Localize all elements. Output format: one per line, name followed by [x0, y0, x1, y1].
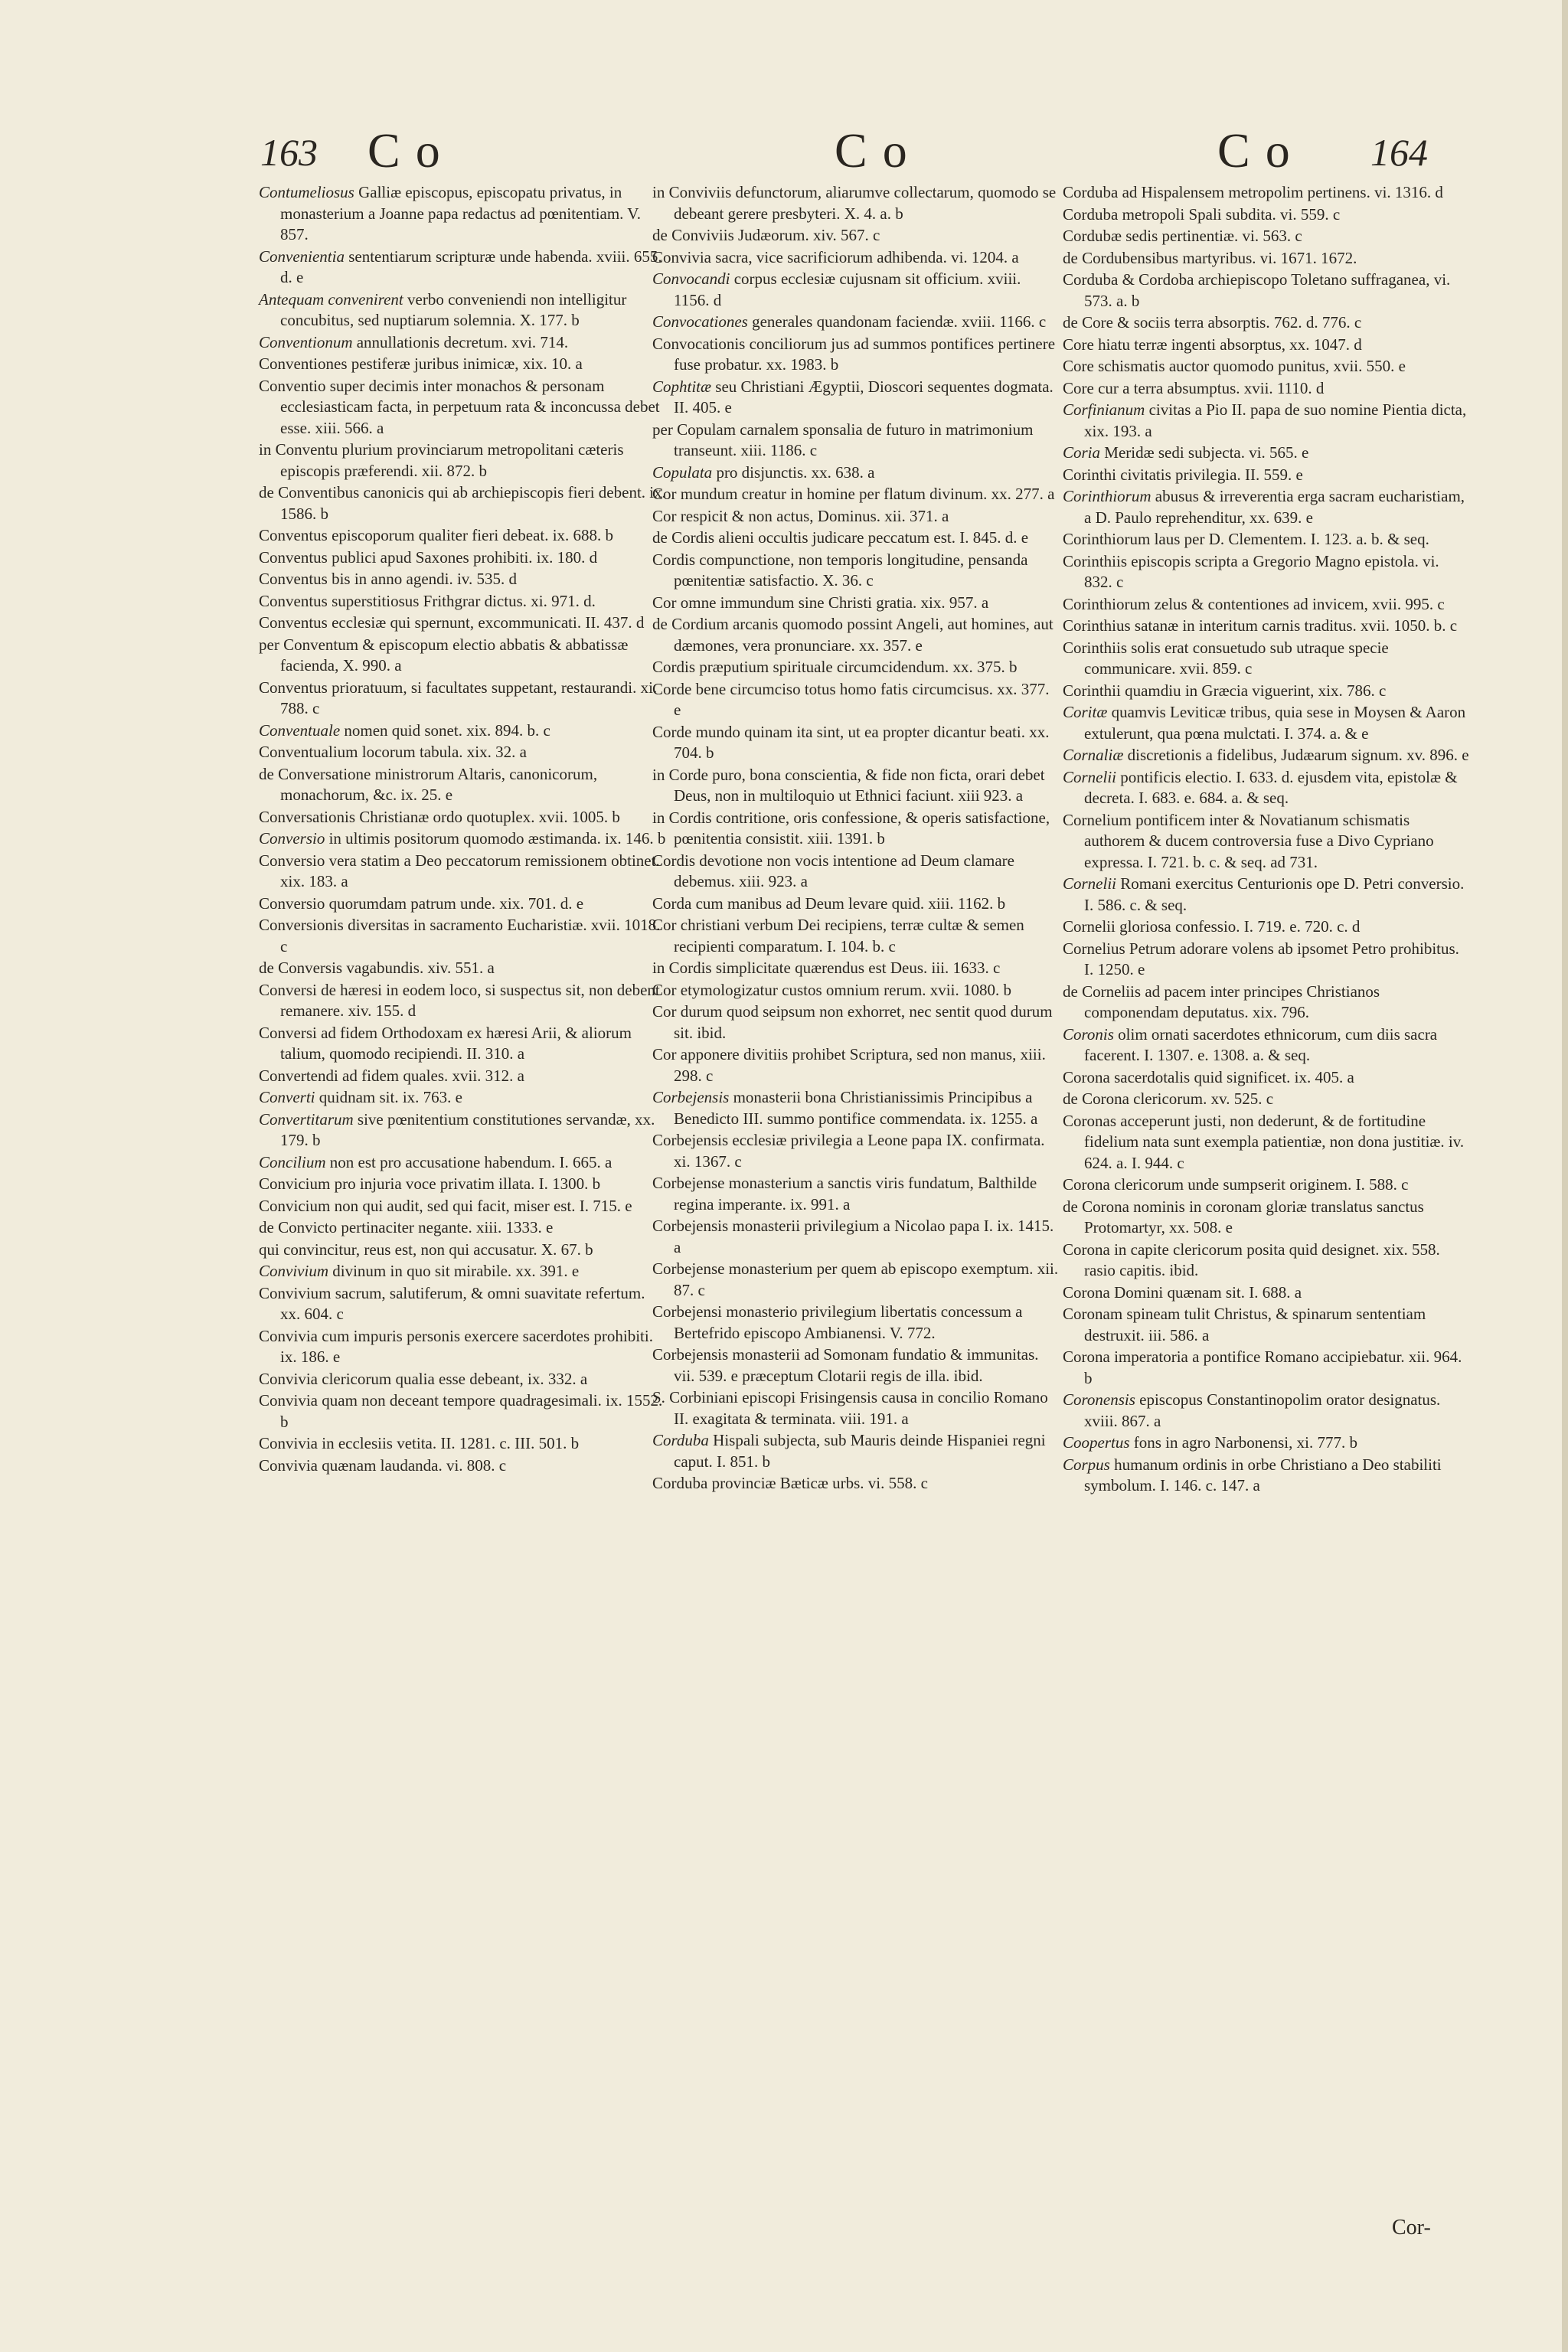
index-entry: [1063, 1089, 1470, 1110]
entry-text: Corbejensis monasterii privilegium a Nicolao papa I. ix. 1415. a: [652, 1217, 1054, 1256]
entry-text: Corduba & Cordoba archiepiscopo Toletano suffraganea, vi. 573. a. b: [1063, 270, 1451, 310]
index-entry: [259, 764, 666, 806]
index-entry: [259, 893, 666, 915]
index-entry: [1063, 982, 1470, 1024]
entry-text: de Conversatione ministrorum Altaris, canonicorum, monachorum, &c. ix. 25. e: [259, 764, 598, 804]
index-entry: [652, 1087, 1060, 1129]
index-entry: [652, 377, 1060, 419]
index-entry: [1063, 594, 1470, 616]
entry-text: Corbejensis monasterii ad Somonam fundatio & immunitas. vii. 539. e præceptum Clotarii regis de illa. ibid.: [652, 1345, 1039, 1385]
index-entry: [1063, 182, 1470, 204]
entry-text: Convivium sacrum, salutiferum, & omni suavitate refertum. xx. 604. c: [259, 1283, 645, 1323]
entry-text: Cornelium pontificem inter & Novatianum schismatis authorem & ducem controversia fuse a Divo Cypriano expressa. I. 721. b. c. & seq. ad 731.: [1063, 810, 1434, 871]
entry-text: Corinthiis episcopis scripta a Gregorio Magno epistola. vi. 832. c: [1063, 551, 1439, 591]
entry-text: Conventus ecclesiæ qui spernunt, excommunicati. II. 437. d: [259, 613, 645, 632]
index-entry: [259, 1390, 666, 1432]
index-entry: [1063, 1067, 1470, 1089]
entry-text: Corona Domini quænam sit. I. 688. a: [1063, 1282, 1302, 1302]
entry-text: annullationis decretum. xvi. 714.: [356, 332, 569, 351]
index-column-middle: [652, 182, 1060, 1495]
index-entry: [259, 1109, 666, 1152]
entry-lemma: Convocationes: [652, 312, 748, 331]
index-entry: [1063, 745, 1470, 766]
entry-text: de Conventibus canonicis qui ab archiepiscopis fieri debent. ix. 1586. b: [259, 483, 666, 523]
entry-text: olim ornati sacerdotes ethnicorum, cum diis sacra facerent. I. 1307. e. 1308. a. & seq.: [1084, 1024, 1438, 1064]
left-running-head: Co: [368, 123, 456, 178]
entry-text: per Copulam carnalem sponsalia de futuro in matrimonium transeunt. xiii. 1186. c: [652, 420, 1034, 459]
index-entry: [652, 312, 1060, 333]
entry-text: Conventus publici apud Saxones prohibiti. ix. 180. d: [259, 547, 598, 567]
entry-text: Coronas acceperunt justi, non dederunt, & de fortitudine fidelium nata sunt exempla patientiæ, non dona justitiæ. iv. 624. a. I. 944. c: [1063, 1111, 1465, 1172]
entry-text: Corduba ad Hispalensem metropolim pertinens. vi. 1316. d: [1063, 183, 1443, 201]
entry-text: Cor omne immundum sine Christi gratia. xix. 957. a: [652, 593, 989, 612]
entry-text: Corinthii quamdiu in Græcia viguerint, xix. 786. c: [1063, 681, 1387, 700]
entry-text: Corbejensis ecclesiæ privilegia a Leone papa IX. confirmata. xi. 1367. c: [652, 1131, 1045, 1171]
entry-text: de Corneliis ad pacem inter principes Christianos componendam deputatus. xix. 796.: [1063, 982, 1380, 1021]
index-entry: [259, 1196, 666, 1217]
entry-text: Corinthius satanæ in interitum carnis traditus. xvii. 1050. b. c: [1063, 616, 1458, 635]
index-entry: [1063, 551, 1470, 593]
entry-text: Cordis compunctione, non temporis longitudine, pensanda pœnitentiæ satisfactio. X. 36. c: [652, 550, 1028, 590]
entry-text: qui convincitur, reus est, non qui accusatur. X. 67. b: [259, 1240, 593, 1259]
entry-text: Corona clericorum unde sumpserit originem. I. 588. c: [1063, 1175, 1409, 1194]
index-entry: [652, 1302, 1060, 1344]
entry-text: Corinthiis solis erat consuetudo sub utraque specie communicare. xvii. 859. c: [1063, 638, 1389, 678]
right-page-number: 164: [1370, 131, 1428, 174]
index-entry: [652, 247, 1060, 269]
index-entry: [652, 980, 1060, 1001]
entry-text: de Cordis alieni occultis judicare peccatum est. I. 845. d. e: [652, 528, 1029, 547]
index-entry: [259, 1240, 666, 1261]
index-entry: [259, 525, 666, 547]
entry-text: Coronam spineam tulit Christus, & spinarum sententiam destruxit. iii. 586. a: [1063, 1305, 1426, 1344]
index-entry: [652, 657, 1060, 678]
entry-text: Corona sacerdotalis quid significet. ix. 405. a: [1063, 1067, 1354, 1086]
page-edge: [1562, 0, 1568, 2352]
index-entry: [1063, 1111, 1470, 1174]
index-entry: [1063, 486, 1470, 528]
entry-text: Convivia sacra, vice sacrificiorum adhibenda. vi. 1204. a: [652, 247, 1019, 266]
index-entry: [652, 269, 1060, 311]
index-entry: [259, 1455, 666, 1477]
entry-text: in Conviviis defunctorum, aliarumve collectarum, quomodo se debeant gerere presbyteri. X. 4. a. b: [652, 183, 1057, 223]
index-entry: [1063, 1197, 1470, 1239]
entry-text: de Convicto pertinaciter negante. xiii. 1333. e: [259, 1218, 554, 1236]
entry-lemma: Corfinianum: [1063, 400, 1145, 419]
entry-text: de Core & sociis terra absorptis. 762. d. 776. c: [1063, 313, 1362, 332]
index-entry: [259, 678, 666, 720]
index-entry: [652, 679, 1060, 721]
index-entry: [652, 1001, 1060, 1044]
index-entry: [652, 1430, 1060, 1472]
index-column-left: [259, 182, 666, 1477]
index-entry: [1063, 1390, 1470, 1432]
entry-text: Convertendi ad fidem quales. xvii. 312. a: [259, 1066, 525, 1085]
index-entry: [259, 591, 666, 612]
index-entry: [1063, 939, 1470, 981]
index-entry: [259, 1283, 666, 1325]
entry-text: Cor apponere divitiis prohibet Scriptura, sed non manus, xiii. 298. c: [652, 1045, 1046, 1085]
entry-text: corpus ecclesiæ cujusnam sit officium. xviii. 1156. d: [674, 270, 1021, 309]
entry-text: in Cordis contritione, oris confessione, & operis satisfactione, pœnitentia consistit. xiii. 1391. b: [652, 808, 1050, 848]
entry-text: Conventus episcoporum qualiter fieri debeat. ix. 688. b: [259, 526, 614, 544]
entry-lemma: Cornelii: [1063, 767, 1117, 786]
entry-text: non est pro accusatione habendum. I. 665. a: [329, 1152, 612, 1171]
entry-text: Convivia cum impuris personis exercere sacerdotes prohibiti. ix. 186. e: [259, 1326, 653, 1366]
entry-lemma: Contumeliosus: [259, 183, 354, 201]
index-entry: [652, 722, 1060, 764]
entry-text: Cor mundum creatur in homine per flatum divinum. xx. 277. a: [652, 485, 1055, 503]
entry-lemma: Conventionum: [259, 332, 353, 351]
entry-text: Convicium pro injuria voce privatim illata. I. 1300. b: [259, 1174, 601, 1193]
entry-text: Conventiones pestiferæ juribus inimicæ, xix. 10. a: [259, 354, 583, 373]
index-column-right: [1063, 182, 1470, 1498]
index-entry: [1063, 616, 1470, 637]
entry-lemma: Convivium: [259, 1262, 328, 1280]
index-entry: [652, 893, 1060, 915]
index-entry: [652, 851, 1060, 893]
index-entry: [259, 247, 666, 289]
entry-text: divinum in quo sit mirabile. xx. 391. e: [332, 1262, 580, 1280]
index-entry: [652, 334, 1060, 376]
index-entry: [259, 354, 666, 375]
entry-text: Corona in capite clericorum posita quid designet. xix. 558. rasio capitis. ibid.: [1063, 1240, 1440, 1279]
index-entry: [259, 332, 666, 354]
index-entry: [259, 1261, 666, 1282]
entry-text: Cornelius Petrum adorare volens ab ipsomet Petro prohibitus. I. 1250. e: [1063, 939, 1459, 978]
index-entry: [1063, 874, 1470, 916]
index-entry: [1063, 529, 1470, 550]
entry-text: nomen quid sonet. xix. 894. b. c: [344, 720, 550, 740]
entry-text: in Corde puro, bona conscientia, & fide non ficta, orari debet Deus, non in multiloquio ut Ethnici faciunt. xiii 923. a: [652, 765, 1045, 805]
index-entry: [652, 484, 1060, 505]
entry-lemma: Corduba: [652, 1431, 709, 1449]
index-entry: [652, 506, 1060, 528]
index-entry: [259, 182, 666, 246]
entry-text: de Corona nominis in coronam gloriæ translatus sanctus Protomartyr, xx. 508. e: [1063, 1197, 1424, 1236]
index-entry: [1063, 335, 1470, 356]
index-entry: [1063, 465, 1470, 486]
index-entry: [259, 720, 666, 742]
entry-text: Cor etymologizatur custos omnium rerum. xvii. 1080. b: [652, 980, 1011, 999]
index-entry: [259, 980, 666, 1022]
running-header: [260, 115, 1455, 176]
index-entry: [1063, 1432, 1470, 1454]
index-entry: [259, 851, 666, 893]
index-entry: [1063, 270, 1470, 312]
entry-text: pontificis electio. I. 633. d. ejusdem vita, epistolæ & decreta. I. 683. e. 684. a. & seq.: [1084, 767, 1458, 807]
entry-lemma: Corinthiorum: [1063, 487, 1152, 505]
entry-text: in Conventu plurium provinciarum metropolitani cæteris episcopis præferendi. xii. 872. b: [259, 440, 624, 480]
right-running-head: Co: [1217, 123, 1305, 178]
index-entry: [652, 1130, 1060, 1172]
index-entry: [1063, 681, 1470, 702]
index-entry: [259, 547, 666, 569]
index-entry: [652, 1216, 1060, 1258]
entry-text: in ultimis positorum quomodo æstimanda. ix. 146. b: [328, 829, 666, 848]
left-page-number: 163: [260, 131, 318, 174]
index-entry: [1063, 378, 1470, 400]
entry-lemma: Convertitarum: [259, 1109, 354, 1129]
entry-text: fons in agro Narbonensi, xi. 777. b: [1133, 1433, 1357, 1452]
entry-text: Corduba metropoli Spali subdita. vi. 559. c: [1063, 204, 1341, 224]
index-entry: [1063, 1304, 1470, 1346]
entry-text: Cor durum quod seipsum non exhorret, nec sentit quod durum sit. ibid.: [652, 1002, 1053, 1042]
index-entry: [259, 1087, 666, 1109]
index-entry: [1063, 638, 1470, 680]
entry-lemma: Coopertus: [1063, 1433, 1130, 1452]
entry-lemma: Copulata: [652, 462, 713, 482]
catchword: Cor-: [1392, 2216, 1431, 2239]
entry-text: de Conversis vagabundis. xiv. 551. a: [259, 959, 495, 977]
index-entry: [652, 765, 1060, 807]
entry-text: pro disjunctis. xx. 638. a: [716, 462, 875, 482]
index-entry: [259, 807, 666, 828]
entry-lemma: Coronis: [1063, 1024, 1114, 1044]
index-entry: [1063, 400, 1470, 442]
entry-text: Conventualium locorum tabula. xix. 32. a: [259, 743, 527, 761]
index-entry: [652, 808, 1060, 850]
entry-text: Corbejense monasterium per quem ab episcopo exemptum. xii. 87. c: [652, 1259, 1059, 1299]
entry-text: Corde bene circumciso totus homo fatis circumcisus. xx. 377. e: [652, 679, 1050, 719]
entry-lemma: Conventuale: [259, 720, 341, 740]
entry-text: generales quandonam faciendæ. xviii. 1166. c: [752, 312, 1047, 331]
entry-text: Corinthi civitatis privilegia. II. 559. e: [1063, 465, 1303, 484]
index-entry: [652, 462, 1060, 484]
entry-text: discretionis a fidelibus, Judæarum signum. xv. 896. e: [1127, 746, 1469, 764]
index-entry: [652, 420, 1060, 462]
entry-text: Convivia clericorum qualia esse debeant, ix. 332. a: [259, 1369, 588, 1388]
entry-text: Cordis præputium spirituale circumcidendum. xx. 375. b: [652, 658, 1018, 676]
entry-text: Conversionis diversitas in sacramento Eucharistiæ. xvii. 1018. c: [259, 916, 661, 956]
entry-lemma: Converti: [259, 1088, 315, 1106]
index-entry: [259, 828, 666, 850]
entry-text: Corbejense monasterium a sanctis viris fundatum, Balthilde regina imperante. ix. 991. a: [652, 1174, 1037, 1214]
index-entry: [652, 550, 1060, 592]
entry-text: episcopus Constantinopolim orator designatus. xviii. 867. a: [1084, 1390, 1441, 1430]
entry-text: S. Corbiniani episcopi Frisingensis causa in concilio Romano II. exagitata & terminata. viii. 191. a: [652, 1388, 1048, 1428]
entry-text: monasterii bona Christianissimis Principibus a Benedicto III. summo pontifice commendata. ix. 1255. a: [674, 1088, 1038, 1128]
entry-lemma: Coronensis: [1063, 1390, 1135, 1409]
entry-text: Conversio vera statim a Deo peccatorum remissionem obtinet. xix. 183. a: [259, 851, 660, 890]
index-entry: [652, 915, 1060, 957]
index-entry: [259, 1369, 666, 1390]
index-entry: [259, 742, 666, 763]
entry-text: Corona imperatoria a pontifice Romano accipiebatur. xii. 964. b: [1063, 1348, 1462, 1387]
index-entry: [1063, 443, 1470, 464]
index-entry: [652, 958, 1060, 979]
entry-lemma: Coria: [1063, 443, 1101, 462]
index-entry: [1063, 1174, 1470, 1196]
index-entry: [259, 958, 666, 979]
entry-text: humanum ordinis in orbe Christiano a Deo stabiliti symbolum. I. 146. c. 147. a: [1084, 1455, 1442, 1494]
entry-text: Conventus bis in anno agendi. iv. 535. d: [259, 570, 517, 588]
index-entry: [259, 635, 666, 677]
entry-text: Corda cum manibus ad Deum levare quid. xiii. 1162. b: [652, 893, 1006, 913]
index-entry: [259, 289, 666, 332]
index-entry: [1063, 226, 1470, 247]
entry-text: Conversationis Christianæ ordo quotuplex. xvii. 1005. b: [259, 807, 620, 826]
index-entry: [259, 439, 666, 482]
entry-text: per Conventum & episcopum electio abbatis & abbatissæ facienda, X. 990. a: [259, 635, 629, 675]
entry-text: Corduba provinciæ Bæticæ urbs. vi. 558. c: [652, 1474, 928, 1492]
entry-text: Conventio super decimis inter monachos & personam ecclesiasticam facta, in perpetuum rata & inconcussa debet esse. xiii. 566. a: [259, 376, 660, 437]
entry-text: Galliæ episcopus, episcopatu privatus, in monasterium a Joanne papa redactus ad pœnitentiam. V. 857.: [280, 183, 642, 243]
entry-text: Romani exercitus Centurionis ope D. Petri conversio. I. 586. c. & seq.: [1084, 874, 1465, 914]
entry-text: quidnam sit. ix. 763. e: [318, 1088, 462, 1106]
entry-text: de Corona clericorum. xv. 525. c: [1063, 1089, 1274, 1108]
index-entry: [1063, 1455, 1470, 1497]
index-entry: [259, 1023, 666, 1065]
entry-text: Cor christiani verbum Dei recipiens, terræ cultæ & semen recipienti comparatum. I. 104. b. c: [652, 916, 1024, 956]
entry-text: Corinthiorum zelus & contentiones ad invicem, xvii. 995. c: [1063, 594, 1445, 613]
entry-text: Conventus prioratuum, si facultates suppetant, restaurandi. xi. 788. c: [259, 678, 658, 717]
entry-text: Cor respicit & non actus, Dominus. xii. 371. a: [652, 506, 949, 525]
index-entry: [259, 376, 666, 439]
index-entry: [1063, 204, 1470, 226]
index-entry: [1063, 312, 1470, 334]
entry-text: Cordis devotione non vocis intentione ad Deum clamare debemus. xiii. 923. a: [652, 851, 1014, 890]
index-entry: [652, 1259, 1060, 1301]
index-entry: [1063, 1240, 1470, 1282]
index-entry: [1063, 702, 1470, 744]
entry-text: Conversi ad fidem Orthodoxam ex hæresi Arii, & aliorum talium, quomodo recipiendi. II. 310. a: [259, 1023, 632, 1063]
entry-text: Convocationis conciliorum jus ad summos pontifices pertinere fuse probatur. xx. 1983. b: [652, 334, 1056, 374]
index-entry: [259, 1152, 666, 1174]
entry-lemma: Conversio: [259, 829, 325, 848]
index-entry: [652, 528, 1060, 549]
entry-text: Conversio quorumdam patrum unde. xix. 701. d. e: [259, 893, 584, 913]
index-entry: [259, 1066, 666, 1087]
index-entry: [259, 1433, 666, 1455]
index-entry: [652, 1473, 1060, 1494]
entry-text: Core cur a terra absumptus. xvii. 1110. d: [1063, 378, 1325, 397]
index-entry: [259, 1326, 666, 1368]
entry-text: Convivia in ecclesiis vetita. II. 1281. c. III. 501. b: [259, 1434, 580, 1452]
entry-text: Cordubæ sedis pertinentiæ. vi. 563. c: [1063, 227, 1302, 245]
entry-text: Corinthiorum laus per D. Clementem. I. 123. a. b. & seq.: [1063, 530, 1429, 548]
entry-text: Core hiatu terræ ingenti absorptus, xx. 1047. d: [1063, 335, 1362, 354]
entry-lemma: Corbejensis: [652, 1088, 730, 1106]
entry-text: Core schismatis auctor quomodo punitus, xvii. 550. e: [1063, 357, 1406, 375]
index-entry: [259, 612, 666, 634]
index-entry: [652, 593, 1060, 614]
index-entry: [652, 1344, 1060, 1387]
entry-text: sive pœnitentium constitutiones servandæ, xx. 179. b: [280, 1109, 655, 1149]
entry-text: de Cordium arcanis quomodo possint Angeli, aut homines, aut dæmones, vera pronunciare. xx. 357. e: [652, 615, 1054, 655]
index-entry: [1063, 1347, 1470, 1389]
entry-text: sententiarum scripturæ unde habenda. xviii. 655. d. e: [280, 247, 662, 286]
entry-lemma: Cornelii: [1063, 874, 1117, 893]
entry-lemma: Cophtitæ: [652, 377, 712, 396]
index-entry: [1063, 916, 1470, 938]
index-entry: [652, 1044, 1060, 1086]
index-entry: [1063, 1282, 1470, 1304]
entry-lemma: Antequam convenirent: [259, 289, 403, 309]
index-entry: [652, 182, 1060, 224]
entry-text: Corbejensi monasterio privilegium libertatis concessum a Bertefrido episcopo Ambianensi. V. 772.: [652, 1302, 1023, 1342]
index-entry: [1063, 810, 1470, 874]
index-entry: [1063, 1024, 1470, 1067]
index-entry: [1063, 356, 1470, 377]
entry-text: Meridæ sedi subjecta. vi. 565. e: [1104, 443, 1309, 462]
entry-text: seu Christiani Ægyptii, Dioscori sequentes dogmata. II. 405. e: [674, 377, 1054, 416]
entry-lemma: Convocandi: [652, 270, 730, 288]
index-entry: [652, 614, 1060, 656]
entry-text: Convivia quænam laudanda. vi. 808. c: [259, 1455, 507, 1475]
index-entry: [259, 915, 666, 957]
index-entry: [259, 569, 666, 590]
entry-lemma: Convenientia: [259, 247, 345, 266]
entry-lemma: Corpus: [1063, 1455, 1110, 1474]
index-entry: [1063, 248, 1470, 270]
entry-text: de Cordubensibus martyribus. vi. 1671. 1672.: [1063, 248, 1357, 267]
entry-lemma: Coritæ: [1063, 703, 1108, 721]
index-entry: [652, 1173, 1060, 1215]
entry-text: Convicium non qui audit, sed qui facit, miser est. I. 715. e: [259, 1196, 632, 1215]
entry-text: in Cordis simplicitate quærendus est Deus. iii. 1633. c: [652, 959, 1001, 977]
center-running-head: Co: [835, 123, 923, 178]
index-entry: [259, 1174, 666, 1195]
index-entry: [652, 225, 1060, 247]
entry-lemma: Cornaliæ: [1063, 746, 1124, 764]
entry-text: de Conviviis Judæorum. xiv. 567. c: [652, 226, 880, 244]
entry-text: verbo conveniendi non intelligitur concubitus, sed nuptiarum solemnia. X. 177. b: [280, 289, 627, 329]
entry-text: abusus & irreverentia erga sacram eucharistiam, a D. Paulo reprehenditur, xx. 639. e: [1084, 487, 1465, 527]
entry-lemma: Concilium: [259, 1152, 326, 1171]
index-entry: [652, 1387, 1060, 1429]
entry-text: civitas a Pio II. papa de suo nomine Pientia dicta, xix. 193. a: [1084, 400, 1467, 440]
entry-text: Conventus superstitiosus Frithgrar dictus. xi. 971. d.: [259, 591, 596, 610]
entry-text: Cornelii gloriosa confessio. I. 719. e. 720. c. d: [1063, 917, 1361, 936]
entry-text: Hispali subjecta, sub Mauris deinde Hispaniei regni caput. I. 851. b: [674, 1431, 1046, 1471]
entry-text: quamvis Leviticæ tribus, quia sese in Moysen & Aaron extulerunt, qua pœna mulctati. I. 374. a. & e: [1084, 703, 1466, 743]
index-entry: [1063, 767, 1470, 809]
index-entry: [259, 1217, 666, 1239]
entry-text: Conversi de hæresi in eodem loco, si suspectus sit, non debent remanere. xiv. 155. d: [259, 980, 660, 1020]
entry-text: Corde mundo quinam ita sint, ut ea propter dicantur beati. xx. 704. b: [652, 722, 1050, 762]
entry-text: Convivia quam non deceant tempore quadragesimali. ix. 1552. b: [259, 1391, 663, 1431]
index-entry: [259, 482, 666, 524]
